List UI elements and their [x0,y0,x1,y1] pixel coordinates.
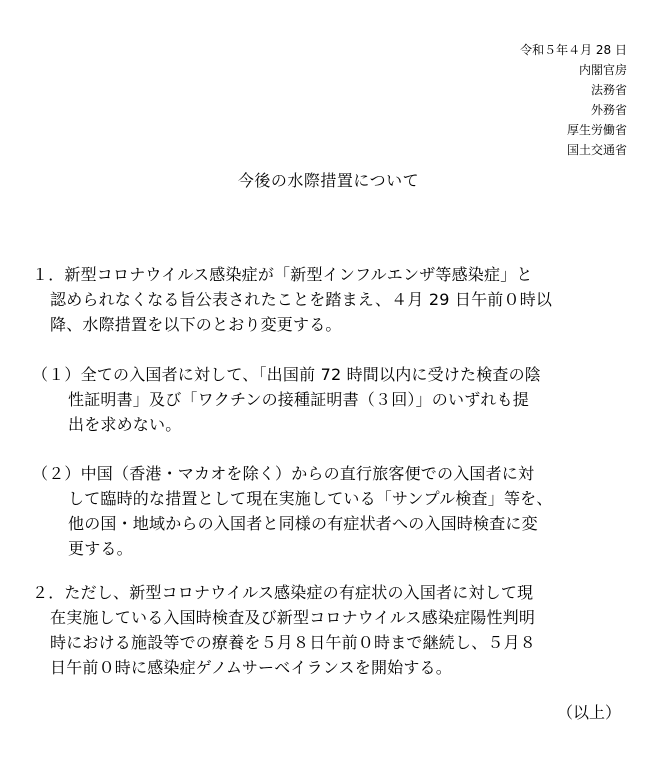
issue-date: 令和５年４月 28 日 [520,43,627,57]
subsection-2-line: して臨時的な措置として現在実施している「サンプル検査」等を、 [68,489,553,508]
subsection-1-line: 性証明書」及び「ワクチンの接種証明書（３回）」のいずれも提 [68,390,530,409]
section-2-line: 日午前０時に感染症ゲノムサーベイランスを開始する。 [50,658,452,677]
document-header [520,40,627,160]
subsection-1-line: 出を求めない。 [68,415,182,434]
section-2-line: 時における施設等での療養を５月８日午前０時まで継続し、５月８ [50,633,537,652]
subsection-2-line: （２）中国（香港・マカオを除く）からの直行旅客便での入国者に対 [32,464,535,483]
org-ministry-of-health: 厚生労働省 [566,123,627,137]
subsection-2 [32,461,632,561]
subsection-1 [32,362,632,437]
org-ministry-of-foreign-affairs: 外務省 [590,103,627,117]
org-ministry-of-justice: 法務省 [590,83,627,97]
org-ministry-of-land: 国土交通省 [566,143,627,157]
subsection-1-line: （１）全ての入国者に対して、「出国前 72 時間以内に受けた検査の陰 [32,365,542,384]
section-1 [32,262,632,337]
section-2 [32,580,632,680]
section-1-line: １．新型コロナウイルス感染症が「新型インフルエンザ等感染症」と [32,265,533,284]
closing-mark: （以上） [556,703,621,722]
document-title: 今後の水際措置について [237,171,420,190]
section-2-line: ２．ただし、新型コロナウイルス感染症の有症状の入国者に対して現 [32,583,534,602]
section-1-line: 認められなくなる旨公表されたことを踏まえ、４月 29 日午前０時以 [50,290,553,309]
section-2-line: 在実施している入国時検査及び新型コロナウイルス感染症陽性判明 [50,608,536,627]
org-cabinet-secretariat: 内閣官房 [578,63,627,77]
subsection-2-line: 更する。 [68,539,133,558]
section-1-line: 降、水際措置を以下のとおり変更する。 [50,315,342,334]
subsection-2-line: 他の国・地域からの入国者と同様の有症状者への入国時検査に変 [68,514,538,533]
